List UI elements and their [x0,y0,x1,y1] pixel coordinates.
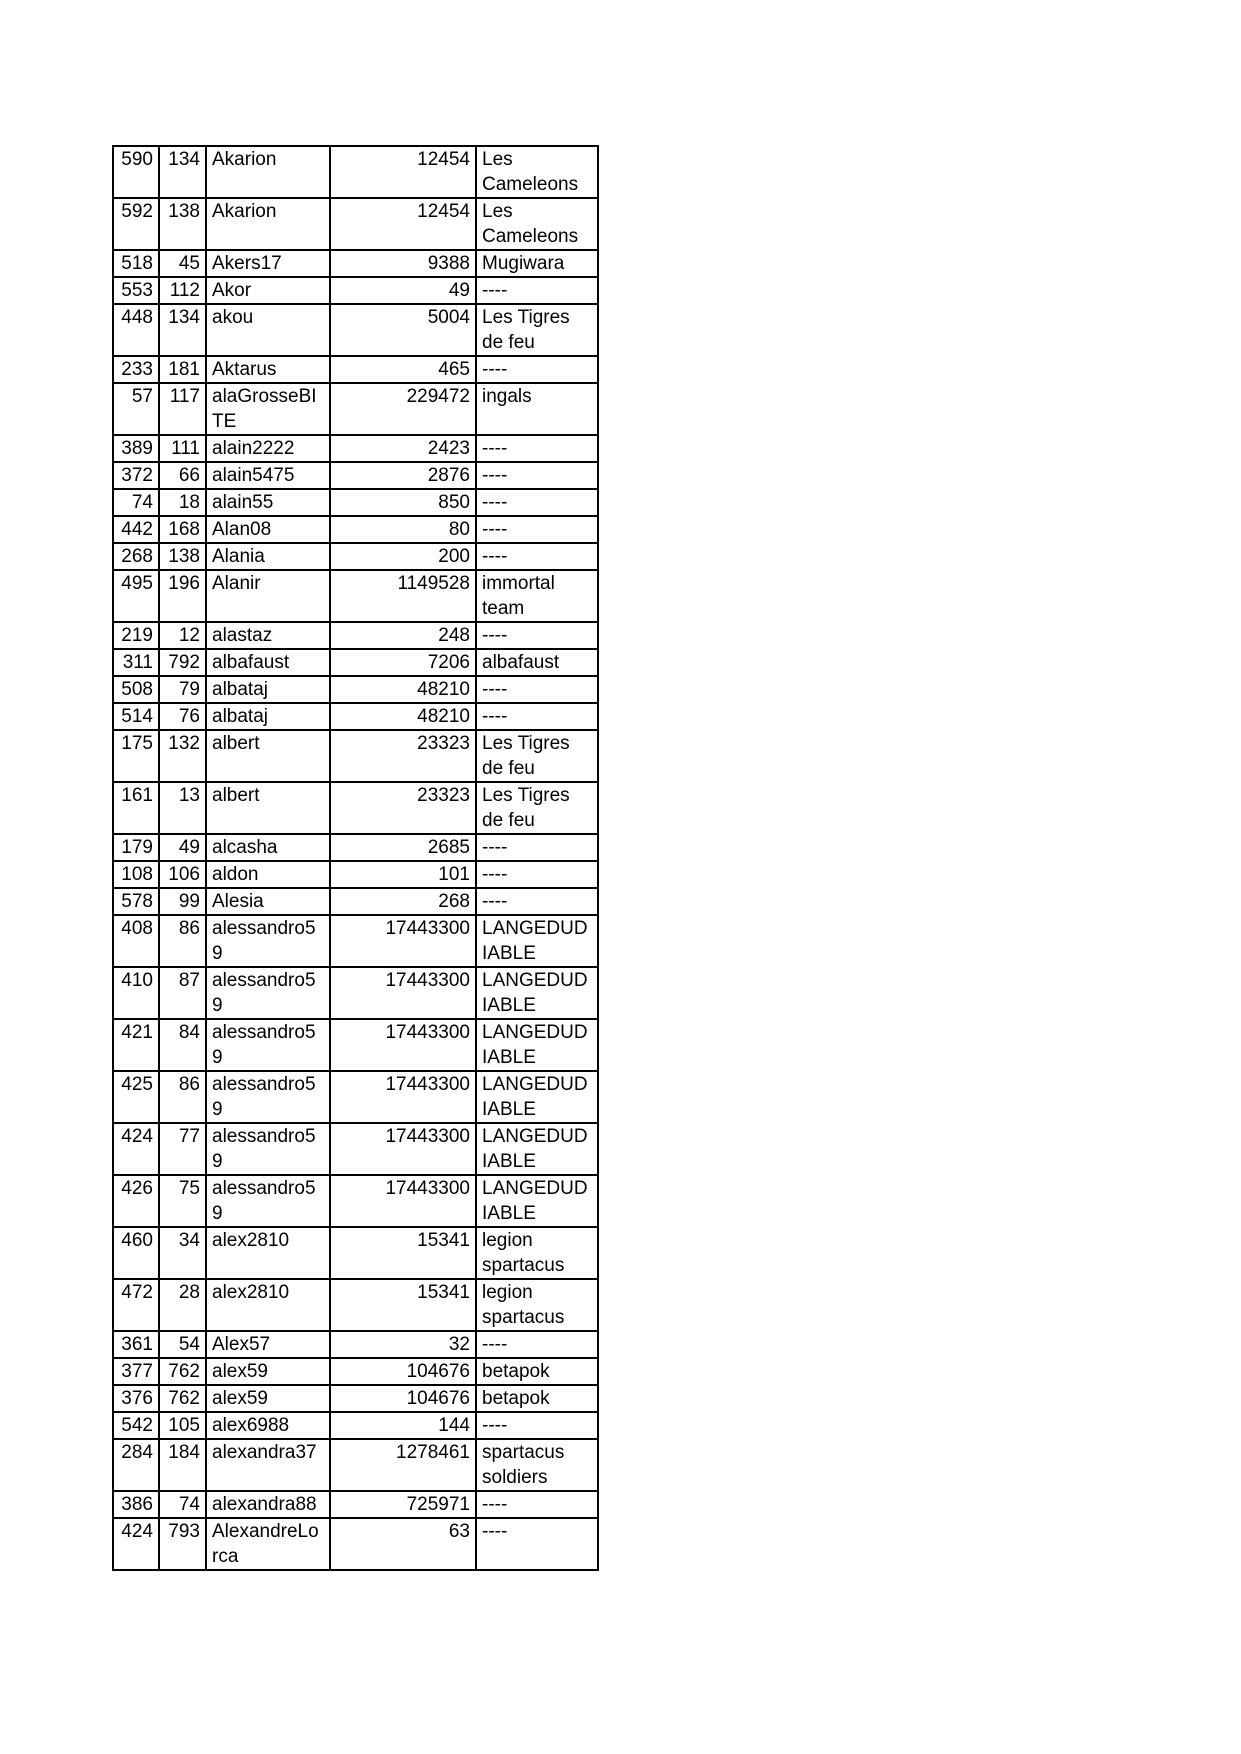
cell-level: 86 [159,915,206,967]
cell-rank: 219 [113,622,159,649]
cell-team: ---- [476,888,598,915]
cell-level: 86 [159,1071,206,1123]
cell-level: 18 [159,489,206,516]
cell-points: 104676 [330,1385,476,1412]
cell-points: 1278461 [330,1439,476,1491]
cell-points: 17443300 [330,1019,476,1071]
cell-level: 184 [159,1439,206,1491]
cell-player: alessandro59 [206,1019,330,1071]
cell-level: 75 [159,1175,206,1227]
cell-points: 850 [330,489,476,516]
table-row [113,622,598,649]
table-row [113,146,598,198]
table-row [113,1019,598,1071]
cell-player: alexandra88 [206,1491,330,1518]
cell-points: 17443300 [330,1123,476,1175]
cell-team: ---- [476,1331,598,1358]
cell-player: alessandro59 [206,1175,330,1227]
table-row [113,304,598,356]
cell-level: 134 [159,146,206,198]
table-row [113,703,598,730]
cell-points: 17443300 [330,1071,476,1123]
cell-team: ---- [476,834,598,861]
cell-team: ---- [476,543,598,570]
cell-player: alex2810 [206,1279,330,1331]
cell-rank: 424 [113,1518,159,1570]
cell-points: 1149528 [330,570,476,622]
player-table [112,145,599,1571]
table-row [113,915,598,967]
cell-rank: 57 [113,383,159,435]
cell-rank: 74 [113,489,159,516]
table-row [113,570,598,622]
cell-team: ---- [476,277,598,304]
table-row [113,861,598,888]
table-row [113,782,598,834]
cell-level: 77 [159,1123,206,1175]
table-row [113,1227,598,1279]
cell-level: 117 [159,383,206,435]
table-row [113,516,598,543]
cell-level: 132 [159,730,206,782]
cell-player: Alex57 [206,1331,330,1358]
cell-rank: 372 [113,462,159,489]
cell-points: 5004 [330,304,476,356]
cell-player: Aktarus [206,356,330,383]
cell-rank: 472 [113,1279,159,1331]
cell-points: 63 [330,1518,476,1570]
cell-team: legion spartacus [476,1227,598,1279]
cell-points: 465 [330,356,476,383]
table-row [113,1385,598,1412]
table-row [113,462,598,489]
cell-points: 49 [330,277,476,304]
cell-player: alex6988 [206,1412,330,1439]
cell-player: alessandro59 [206,1071,330,1123]
cell-rank: 161 [113,782,159,834]
cell-player: albafaust [206,649,330,676]
cell-level: 76 [159,703,206,730]
cell-rank: 233 [113,356,159,383]
cell-points: 48210 [330,676,476,703]
cell-player: AlexandreLorca [206,1518,330,1570]
cell-level: 181 [159,356,206,383]
cell-level: 13 [159,782,206,834]
cell-level: 74 [159,1491,206,1518]
cell-level: 112 [159,277,206,304]
cell-points: 17443300 [330,1175,476,1227]
table-row [113,1071,598,1123]
cell-level: 66 [159,462,206,489]
cell-player: alessandro59 [206,1123,330,1175]
cell-level: 792 [159,649,206,676]
table-row [113,1439,598,1491]
cell-rank: 311 [113,649,159,676]
cell-rank: 424 [113,1123,159,1175]
cell-points: 17443300 [330,967,476,1019]
cell-player: alcasha [206,834,330,861]
cell-level: 54 [159,1331,206,1358]
cell-rank: 421 [113,1019,159,1071]
cell-rank: 376 [113,1385,159,1412]
cell-team: legion spartacus [476,1279,598,1331]
cell-points: 32 [330,1331,476,1358]
cell-points: 144 [330,1412,476,1439]
cell-team: albafaust [476,649,598,676]
cell-level: 28 [159,1279,206,1331]
table-row [113,435,598,462]
cell-rank: 426 [113,1175,159,1227]
cell-team: ---- [476,1518,598,1570]
cell-player: albataj [206,676,330,703]
player-table-body [113,146,598,1570]
cell-player: Akers17 [206,250,330,277]
cell-team: ---- [476,462,598,489]
cell-level: 99 [159,888,206,915]
cell-rank: 495 [113,570,159,622]
cell-team: LANGEDUDIABLE [476,967,598,1019]
table-row [113,1123,598,1175]
cell-team: LANGEDUDIABLE [476,1071,598,1123]
cell-team: immortal team [476,570,598,622]
cell-level: 762 [159,1358,206,1385]
cell-level: 138 [159,543,206,570]
cell-points: 104676 [330,1358,476,1385]
cell-level: 34 [159,1227,206,1279]
cell-points: 80 [330,516,476,543]
cell-team: ---- [476,622,598,649]
cell-team: ---- [476,356,598,383]
cell-points: 268 [330,888,476,915]
cell-points: 23323 [330,730,476,782]
table-row [113,198,598,250]
cell-team: Les Tigres de feu [476,730,598,782]
cell-player: aldon [206,861,330,888]
table-row [113,356,598,383]
cell-level: 762 [159,1385,206,1412]
cell-rank: 410 [113,967,159,1019]
cell-level: 45 [159,250,206,277]
table-row [113,1279,598,1331]
cell-team: spartacus soldiers [476,1439,598,1491]
cell-rank: 448 [113,304,159,356]
table-row [113,730,598,782]
cell-points: 7206 [330,649,476,676]
cell-player: alex2810 [206,1227,330,1279]
cell-player: akou [206,304,330,356]
cell-rank: 425 [113,1071,159,1123]
cell-team: ---- [476,1491,598,1518]
cell-level: 111 [159,435,206,462]
cell-points: 15341 [330,1279,476,1331]
cell-rank: 590 [113,146,159,198]
cell-team: ---- [476,861,598,888]
cell-player: alex59 [206,1385,330,1412]
table-row [113,1175,598,1227]
cell-player: albert [206,782,330,834]
cell-team: Les Tigres de feu [476,304,598,356]
table-row [113,489,598,516]
cell-team: ingals [476,383,598,435]
cell-points: 48210 [330,703,476,730]
cell-rank: 389 [113,435,159,462]
cell-rank: 284 [113,1439,159,1491]
table-row [113,250,598,277]
cell-team: betapok [476,1358,598,1385]
cell-team: LANGEDUDIABLE [476,915,598,967]
cell-points: 15341 [330,1227,476,1279]
cell-player: alain55 [206,489,330,516]
cell-player: alessandro59 [206,967,330,1019]
table-row [113,649,598,676]
cell-player: Alesia [206,888,330,915]
cell-points: 2423 [330,435,476,462]
table-row [113,967,598,1019]
cell-level: 138 [159,198,206,250]
cell-points: 12454 [330,198,476,250]
cell-rank: 108 [113,861,159,888]
cell-level: 168 [159,516,206,543]
cell-team: LANGEDUDIABLE [476,1175,598,1227]
table-row [113,1331,598,1358]
cell-rank: 179 [113,834,159,861]
cell-player: albataj [206,703,330,730]
table-row [113,676,598,703]
table-row [113,834,598,861]
cell-rank: 518 [113,250,159,277]
table-row [113,1358,598,1385]
cell-level: 793 [159,1518,206,1570]
cell-rank: 592 [113,198,159,250]
cell-team: betapok [476,1385,598,1412]
cell-player: Akarion [206,198,330,250]
cell-player: alessandro59 [206,915,330,967]
cell-points: 17443300 [330,915,476,967]
table-row [113,383,598,435]
cell-level: 12 [159,622,206,649]
cell-points: 725971 [330,1491,476,1518]
cell-rank: 386 [113,1491,159,1518]
cell-level: 49 [159,834,206,861]
cell-team: Les Cameleons [476,198,598,250]
cell-level: 196 [159,570,206,622]
cell-level: 105 [159,1412,206,1439]
cell-player: Alanir [206,570,330,622]
table-row [113,1412,598,1439]
table-row [113,543,598,570]
cell-rank: 542 [113,1412,159,1439]
cell-points: 2685 [330,834,476,861]
cell-rank: 361 [113,1331,159,1358]
table-row [113,1518,598,1570]
cell-team: LANGEDUDIABLE [476,1123,598,1175]
cell-rank: 377 [113,1358,159,1385]
cell-rank: 553 [113,277,159,304]
cell-team: ---- [476,703,598,730]
cell-rank: 514 [113,703,159,730]
cell-player: Alan08 [206,516,330,543]
cell-player: alain2222 [206,435,330,462]
cell-player: Akarion [206,146,330,198]
cell-level: 106 [159,861,206,888]
cell-team: ---- [476,1412,598,1439]
cell-rank: 508 [113,676,159,703]
cell-points: 101 [330,861,476,888]
cell-player: alexandra37 [206,1439,330,1491]
cell-rank: 460 [113,1227,159,1279]
cell-rank: 408 [113,915,159,967]
cell-team: LANGEDUDIABLE [476,1019,598,1071]
cell-level: 87 [159,967,206,1019]
cell-team: ---- [476,489,598,516]
cell-points: 229472 [330,383,476,435]
cell-rank: 442 [113,516,159,543]
cell-points: 200 [330,543,476,570]
cell-points: 248 [330,622,476,649]
cell-player: alastaz [206,622,330,649]
cell-points: 12454 [330,146,476,198]
cell-rank: 578 [113,888,159,915]
cell-level: 79 [159,676,206,703]
cell-points: 9388 [330,250,476,277]
cell-player: Akor [206,277,330,304]
cell-team: ---- [476,516,598,543]
cell-team: ---- [476,435,598,462]
table-row [113,888,598,915]
cell-team: ---- [476,676,598,703]
cell-player: alaGrosseBITE [206,383,330,435]
cell-player: Alania [206,543,330,570]
cell-level: 134 [159,304,206,356]
cell-player: albert [206,730,330,782]
cell-points: 2876 [330,462,476,489]
cell-rank: 175 [113,730,159,782]
cell-team: Les Tigres de feu [476,782,598,834]
cell-team: Les Cameleons [476,146,598,198]
cell-rank: 268 [113,543,159,570]
cell-player: alain5475 [206,462,330,489]
cell-points: 23323 [330,782,476,834]
cell-level: 84 [159,1019,206,1071]
cell-team: Mugiwara [476,250,598,277]
table-row [113,277,598,304]
table-row [113,1491,598,1518]
cell-player: alex59 [206,1358,330,1385]
